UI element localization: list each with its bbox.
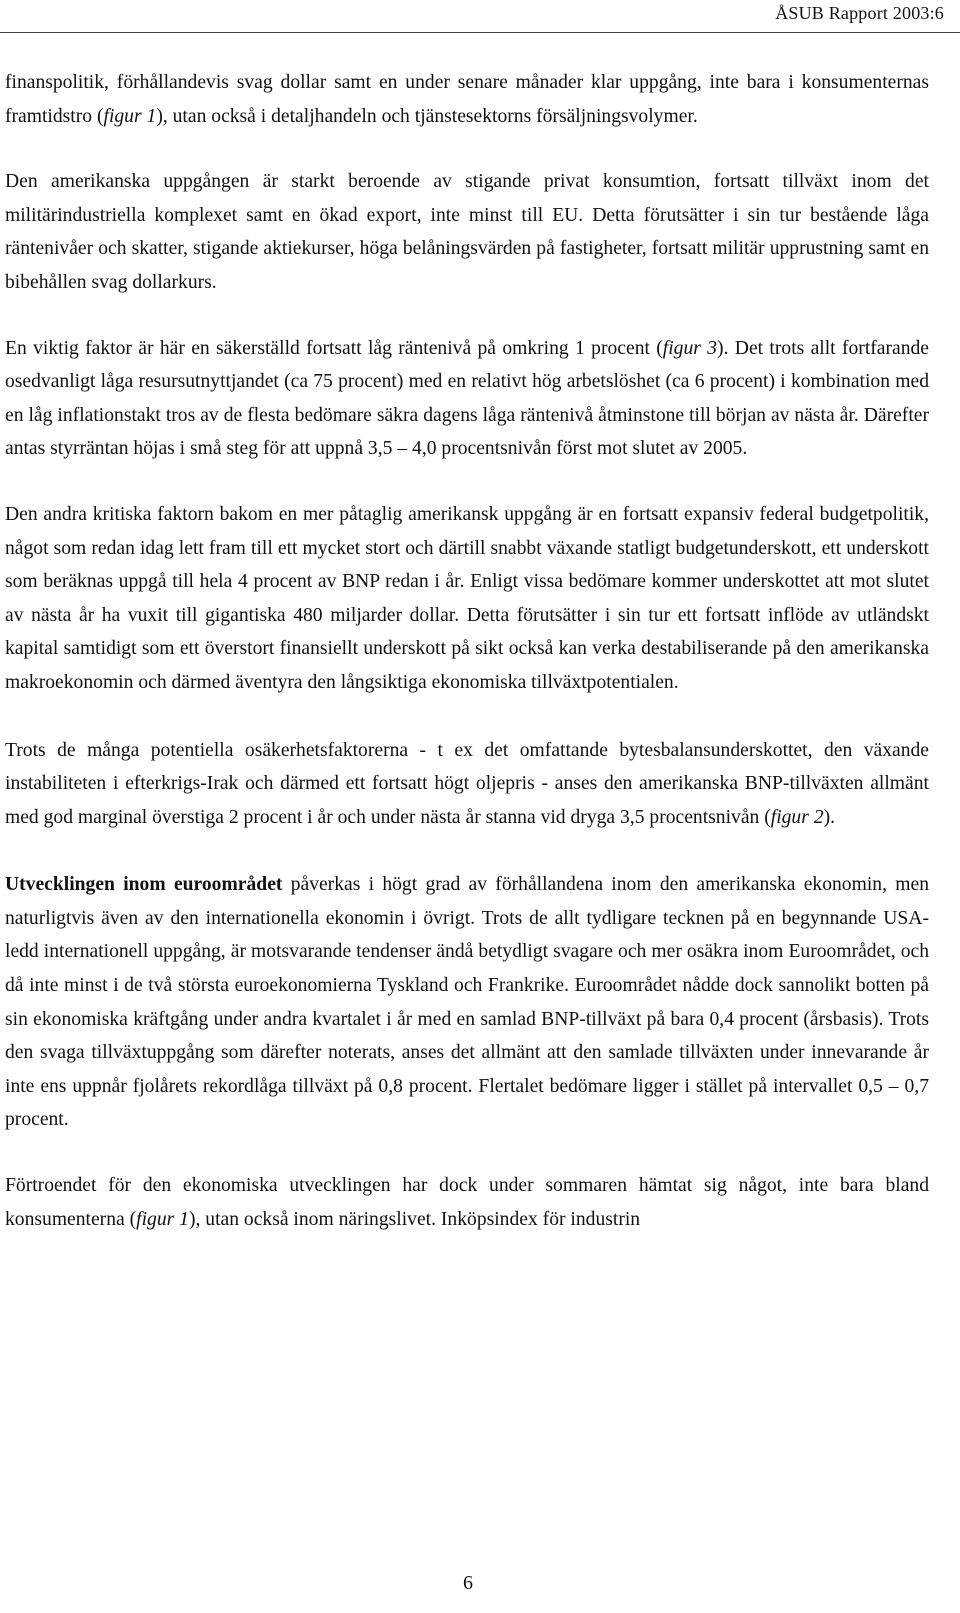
- paragraph-5-text-a: Trots de många potentiella osäkerhetsfaktorerna - t ex det omfattande bytesbalansunderskottet, den växande instabiliteten i efterkrigs-Irak och därmed ett fortsatt högt oljepris - anses den amerikanska BNP-tillväxten allmänt med god marginal överstiga 2 procent i år och under nästa år stanna vid dryga 3,5 procentsnivån (: [5, 739, 929, 828]
- paragraph-1-text-a: finanspolitik, förhållandevis svag dollar samt en under senare månader klar uppgång, inte bara i konsumenternas framtidstro (: [5, 72, 929, 127]
- paragraph-6: [5, 868, 929, 1137]
- figure-reference: figur 1: [103, 105, 157, 127]
- paragraph-3-text-a: En viktig faktor är här en säkerställd fortsatt låg räntenivå på omkring 1 procent (: [5, 337, 663, 359]
- figure-reference: figur 3: [662, 337, 718, 359]
- header-divider: [0, 32, 960, 33]
- paragraph-4: Den andra kritiska faktorn bakom en mer påtaglig amerikansk uppgång är en fortsatt expansiv federal budgetpolitik, något som redan idag lett fram till ett mycket stort och därtill snabbt växande statligt budgetunderskott, ett underskott som beräknas uppgå till hela 4 procent av BNP redan i år. Enligt vissa bedömare kommer underskottet att mot slutet av nästa år ha vuxit till gigantiska 480 miljarder dollar. Detta förutsätter i sin tur ett fortsatt inflöde av utländskt kapital samtidigt som ett överstort finansiellt underskott på sikt också kan verka destabiliserande på den amerikanska makroekonomin och därmed äventyra den långsiktiga ekonomiska tillväxtpotentialen.: [5, 503, 929, 693]
- paragraph-7-text-a: Förtroendet för den ekonomiska utvecklingen har dock under sommaren hämtat sig något, inte bara bland konsumenterna (: [5, 1175, 929, 1230]
- paragraph-5: [5, 734, 929, 835]
- paragraph-2: Den amerikanska uppgången är starkt beroende av stigande privat konsumtion, fortsatt tillväxt inom det militärindustriella komplexet samt en ökad export, inte minst till EU. Detta förutsätter i sin tur bestående låga räntenivåer och skatter, stigande aktiekurser, höga belåningsvärden på fastigheter, fortsatt militär upprustning samt en bibehållen svag dollarkurs.: [5, 171, 929, 293]
- paragraph-7: [5, 1169, 929, 1236]
- figure-reference: figur 2: [770, 806, 824, 828]
- report-header-title: ÅSUB Rapport 2003:6: [775, 3, 944, 23]
- paragraph-1-text-b: ), utan också i detaljhandeln och tjänstesektorns försäljningsvolymer.: [156, 105, 698, 127]
- figure-reference: figur 1: [136, 1208, 189, 1230]
- paragraph-5-text-b: ).: [823, 806, 835, 828]
- page-number: 6: [463, 1572, 473, 1594]
- section-heading-euroarea: Utvecklingen inom euroområdet: [5, 874, 283, 896]
- paragraph-6-text: påverkas i högt grad av förhållandena inom den amerikanska ekonomin, men naturligtvis även av den internationella ekonomin i övrigt. Trots de allt tydligare tecknen på en begynnande USA-ledd internationell uppgång, är motsvarande tendenser ändå betydligt svagare och mer osäkra inom Euroområdet, och då inte minst i de två största euroekonomierna Tyskland och Frankrike. Euroområdet nådde dock sannolikt botten på sin ekonomiska kräftgång under andra kvartalet i år med en samlad BNP-tillväxt på bara 0,4 procent (årsbasis). Trots den svaga tillväxtuppgång som därefter noterats, anses det allmänt att den samlade tillväxten under innevarande år inte ens uppnår fjolårets rekordlåga tillväxt på 0,8 procent. Flertalet bedömare ligger i stället på intervallet 0,5 – 0,7 procent.: [5, 874, 929, 1131]
- paragraph-3: [5, 332, 929, 466]
- paragraph-3-text-b: ). Det trots allt fortfarande osedvanligt låga resursutnyttjandet (ca 75 procent) med en relativt hög arbetslöshet (ca 6 procent) i kombination med en låg inflationstakt tros av de flesta bedömare säkra dagens låga räntenivå åtminstone till början av nästa år. Därefter antas styrräntan höjas i små steg för att uppnå 3,5 – 4,0 procentsnivån först mot slutet av 2005.: [5, 337, 929, 460]
- paragraph-7-text-b: ), utan också inom näringslivet. Inköpsindex för industrin: [188, 1208, 641, 1230]
- document-body: [5, 66, 929, 1268]
- paragraph-1: [5, 66, 929, 133]
